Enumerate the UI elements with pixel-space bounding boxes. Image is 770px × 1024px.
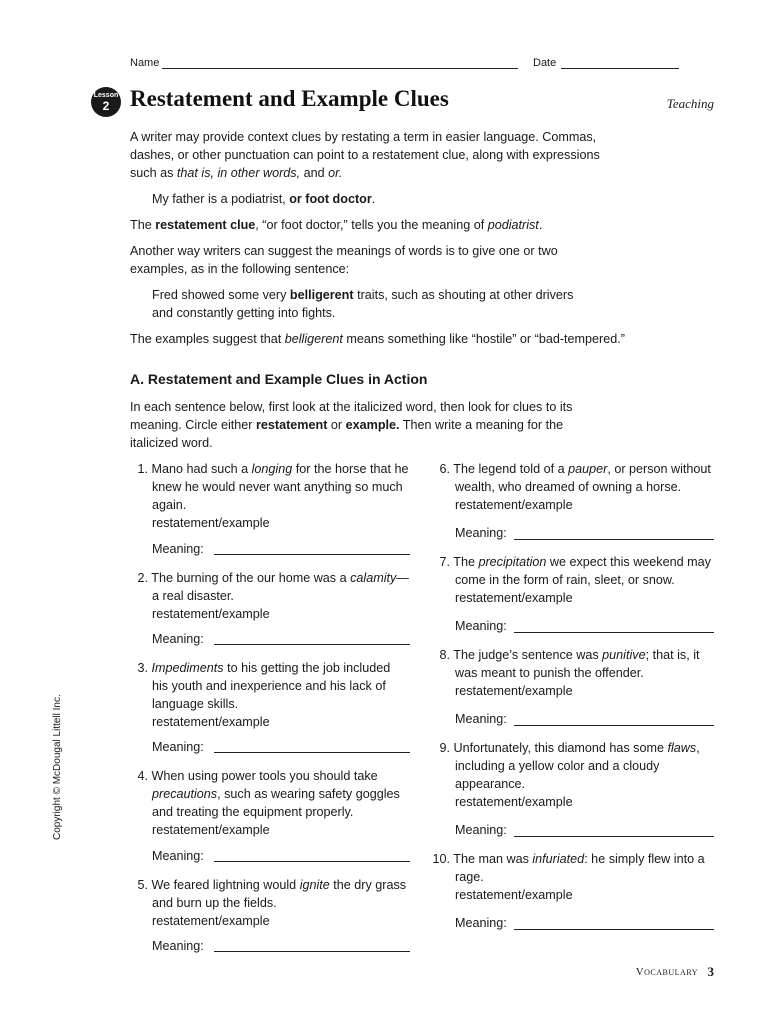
intro-paragraph-3	[130, 242, 558, 278]
restatement-example-choice[interactable]: restatement/example	[455, 498, 573, 512]
text: .	[371, 192, 376, 206]
text-italic: pauper	[568, 462, 608, 476]
date-field[interactable]	[561, 68, 679, 69]
text-italic: infuriated	[532, 852, 585, 866]
question-number: 3.	[137, 661, 148, 675]
text-bold: restatement clue	[155, 218, 256, 232]
section-a-instructions	[130, 398, 572, 452]
question-line: including a yellow color and a cloudy	[455, 759, 660, 773]
question-line: come in the form of rain, sleet, or snow.	[455, 573, 675, 587]
intro-paragraph-4	[130, 330, 625, 348]
question-number: 5.	[137, 878, 148, 892]
question-6	[422, 460, 722, 514]
teaching-label: Teaching	[666, 96, 714, 111]
question-line: and treating the equipment properly.	[152, 805, 354, 819]
text: The	[453, 555, 479, 569]
text: Fred showed some very	[152, 288, 290, 302]
meaning-label: Meaning:	[455, 823, 507, 837]
question-7	[422, 553, 722, 607]
page-title: Restatement and Example Clues	[130, 86, 449, 111]
question-line: a real disaster.	[152, 589, 234, 603]
restatement-example-choice[interactable]: restatement/example	[455, 795, 573, 809]
question-number: 8.	[439, 648, 450, 662]
text: we expect this weekend may	[546, 555, 711, 569]
meaning-field-6[interactable]	[514, 539, 714, 540]
question-number: 7.	[439, 555, 450, 569]
meaning-field-1[interactable]	[214, 554, 410, 555]
text: —	[396, 571, 409, 585]
name-label: Name	[130, 57, 160, 69]
question-line: appearance.	[455, 777, 526, 791]
question-5	[122, 876, 412, 930]
text-italic: that is, in other words,	[176, 166, 301, 180]
text-italic: belligerent	[284, 332, 343, 346]
intro-paragraph-2	[130, 216, 542, 234]
restatement-example-choice[interactable]: restatement/example	[152, 914, 270, 928]
text-italic: flaws	[667, 741, 697, 755]
text-italic: calamity	[350, 571, 397, 585]
restatement-example-choice[interactable]: restatement/example	[152, 715, 270, 729]
text: and	[300, 166, 329, 180]
text: , or person without	[607, 462, 711, 476]
question-2	[122, 569, 412, 623]
meaning-label: Meaning:	[152, 740, 204, 754]
text: Unfortunately, this diamond has some	[453, 741, 668, 755]
text: , such as wearing safety goggles	[217, 787, 400, 801]
question-number: 1.	[137, 462, 148, 476]
text: The examples suggest that	[130, 332, 285, 346]
meaning-field-3[interactable]	[214, 752, 410, 753]
text: The judge’s sentence was	[453, 648, 603, 662]
text: to his getting the job included	[223, 661, 391, 675]
text-italic: precipitation	[478, 555, 547, 569]
question-line: rage.	[455, 870, 484, 884]
intro-p1-line-1: A writer may provide context clues by restating a term in easier language. Commas,	[130, 130, 597, 144]
text: The burning of the our home was a	[151, 571, 351, 585]
example-sentence-1	[152, 190, 375, 208]
text-bold: example.	[345, 418, 400, 432]
lesson-number: 2	[102, 99, 110, 113]
meaning-field-10[interactable]	[514, 929, 714, 930]
meaning-label: Meaning:	[152, 542, 204, 556]
restatement-example-choice[interactable]: restatement/example	[152, 823, 270, 837]
text: Mano had such a	[151, 462, 252, 476]
text: Then write a meaning for the	[399, 418, 564, 432]
question-9	[422, 739, 722, 811]
question-line: knew he would never want anything so much	[152, 480, 403, 494]
text-italic: punitive	[602, 648, 646, 662]
example-2-line-2: and constantly getting into fights.	[152, 306, 336, 320]
name-field[interactable]	[162, 68, 518, 69]
date-label: Date	[533, 57, 557, 69]
intro-paragraph-1	[130, 128, 600, 182]
question-number: 6.	[439, 462, 450, 476]
meaning-field-4[interactable]	[214, 861, 410, 862]
text: We feared lightning would	[151, 878, 300, 892]
text-bold: belligerent	[289, 288, 354, 302]
question-line: his youth and inexperience and his lack of	[152, 679, 386, 693]
intro-p1-line-2: dashes, or other punctuation can point to a restatement clue, along with expressions	[130, 148, 600, 162]
intro-p3-line-2: examples, as in the following sentence:	[130, 262, 350, 276]
copyright-notice: Copyright © McDougal Littell Inc.	[52, 694, 63, 840]
question-number: 2.	[137, 571, 148, 585]
meaning-field-5[interactable]	[214, 951, 410, 952]
restatement-example-choice[interactable]: restatement/example	[455, 888, 573, 902]
question-number: 10.	[432, 852, 450, 866]
example-sentence-2	[152, 286, 573, 322]
text: My father is a podiatrist,	[152, 192, 290, 206]
text: traits, such as shouting at other drivers	[353, 288, 574, 302]
text-italic: Impediments	[151, 661, 224, 675]
restatement-example-choice[interactable]: restatement/example	[455, 591, 573, 605]
question-line: and burn up the fields.	[152, 896, 277, 910]
question-1	[122, 460, 412, 532]
restatement-example-choice[interactable]: restatement/example	[152, 607, 270, 621]
question-line: again.	[152, 498, 187, 512]
restatement-example-choice[interactable]: restatement/example	[152, 516, 270, 530]
question-line: language skills.	[152, 697, 239, 711]
meaning-field-8[interactable]	[514, 725, 714, 726]
text: meaning. Circle either	[130, 418, 256, 432]
lesson-badge	[91, 87, 121, 117]
text: : he simply flew into a	[584, 852, 705, 866]
text: ,	[696, 741, 700, 755]
instr-line-1: In each sentence below, first look at the italicized word, then look for clues to its	[130, 400, 573, 414]
question-line: wealth, who dreamed of owning a horse.	[455, 480, 682, 494]
meaning-field-2[interactable]	[214, 644, 410, 645]
text-italic: precautions	[152, 787, 218, 801]
text: ; that is, it	[645, 648, 700, 662]
restatement-example-choice[interactable]: restatement/example	[455, 684, 573, 698]
section-a-heading: A. Restatement and Example Clues in Action	[130, 371, 428, 387]
meaning-label: Meaning:	[455, 712, 507, 726]
meaning-label: Meaning:	[455, 619, 507, 633]
meaning-label: Meaning:	[152, 849, 204, 863]
text-italic: ignite	[299, 878, 330, 892]
intro-p1-line-3	[130, 164, 600, 182]
meaning-label: Meaning:	[152, 632, 204, 646]
question-4	[122, 767, 412, 839]
question-number: 4.	[137, 769, 148, 783]
meaning-field-9[interactable]	[514, 836, 714, 837]
text: .	[538, 218, 543, 232]
question-10	[422, 850, 722, 904]
question-3	[122, 659, 412, 731]
lesson-word: Lesson	[93, 92, 119, 99]
text-italic: longing	[251, 462, 293, 476]
text-bold: restatement	[256, 418, 328, 432]
text: the dry grass	[329, 878, 407, 892]
meaning-field-7[interactable]	[514, 632, 714, 633]
text: for the horse that he	[292, 462, 409, 476]
text: , “or foot doctor,” tells you the meaning of	[255, 218, 488, 232]
text: such as	[130, 166, 177, 180]
intro-p3-line-1: Another way writers can suggest the meanings of words is to give one or two	[130, 244, 558, 258]
question-line: was meant to punish the offender.	[455, 666, 644, 680]
text: or	[327, 418, 346, 432]
text: The	[130, 218, 156, 232]
text-italic: podiatrist	[487, 218, 539, 232]
text-italic: or.	[328, 166, 343, 180]
question-8	[422, 646, 722, 700]
text: The man was	[453, 852, 533, 866]
text: When using power tools you should take	[151, 769, 378, 783]
text-bold: or foot doctor	[289, 192, 372, 206]
question-number: 9.	[439, 741, 450, 755]
meaning-label: Meaning:	[455, 916, 507, 930]
instr-line-3: italicized word.	[130, 436, 213, 450]
meaning-label: Meaning:	[455, 526, 507, 540]
meaning-label: Meaning:	[152, 939, 204, 953]
text: means something like “hostile” or “bad-tempered.”	[342, 332, 625, 346]
text: The legend told of a	[453, 462, 569, 476]
page-number: 3	[707, 964, 714, 979]
footer-section-name: Vocabulary	[635, 966, 698, 978]
